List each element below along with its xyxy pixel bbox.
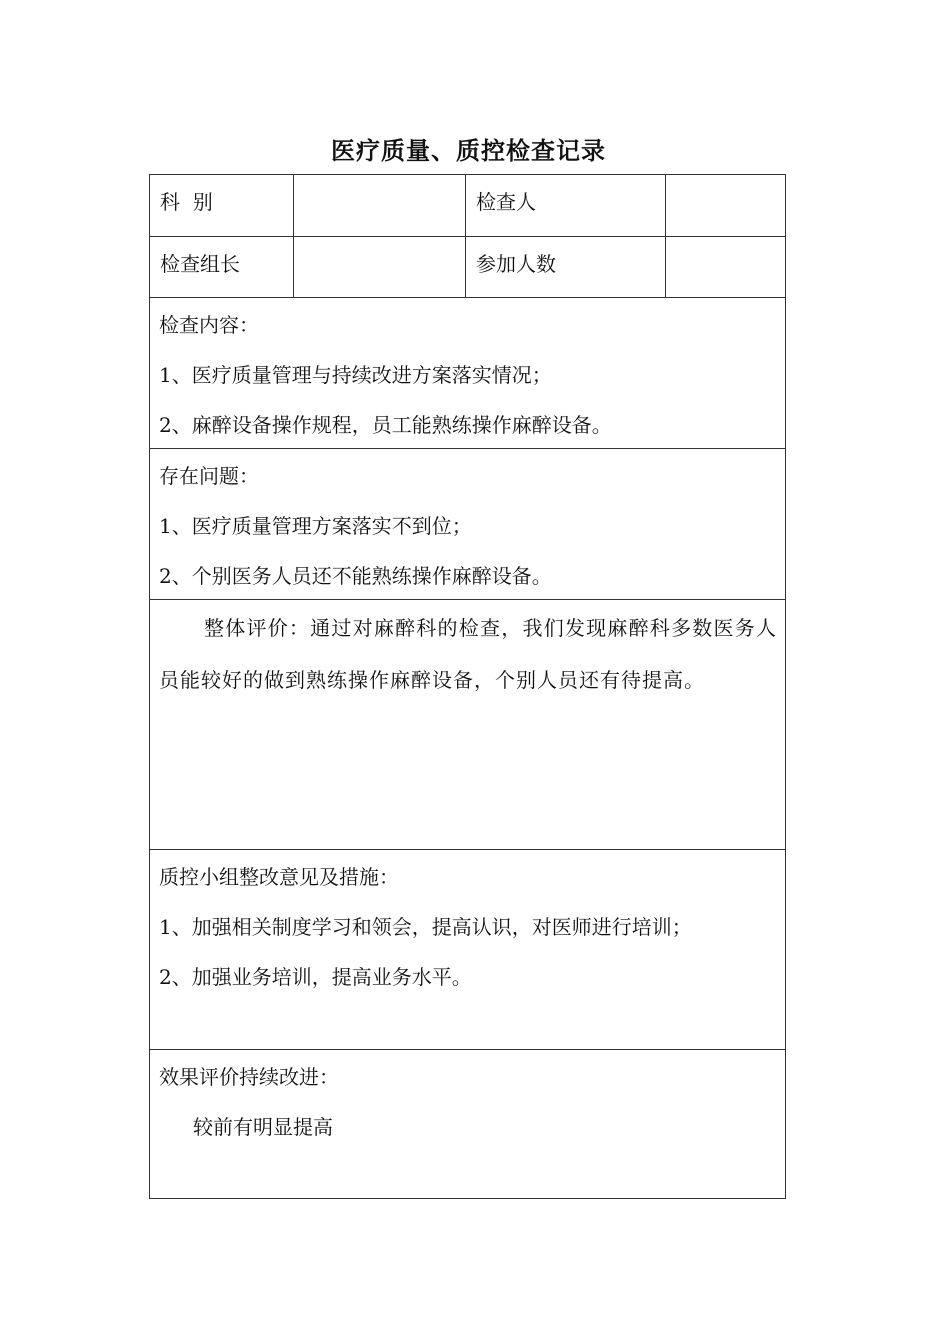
measures-heading: 质控小组整改意见及措施：: [159, 865, 399, 889]
problem-item: 2、个别医务人员还不能熟练操作麻醉设备。: [159, 564, 552, 588]
department-label: 科 别: [160, 190, 213, 214]
inspection-content-heading: 检查内容：: [159, 313, 259, 337]
problems-heading: 存在问题：: [159, 464, 259, 488]
overall-evaluation-section: [150, 600, 785, 850]
effect-text: 较前有明显提高: [193, 1115, 333, 1139]
header-row-leader: [150, 237, 785, 298]
participants-label: 参加人数: [465, 237, 665, 297]
inspection-content-item: 2、麻醉设备操作规程，员工能熟练操作麻醉设备。: [159, 413, 612, 437]
department-value: [293, 175, 465, 236]
effect-section: [150, 1050, 785, 1198]
leader-label: 检查组长: [160, 252, 240, 276]
inspection-record-table: [149, 174, 786, 1199]
inspector-label: 检查人: [465, 175, 665, 236]
effect-heading: 效果评价持续改进：: [159, 1065, 339, 1089]
leader-value: [293, 237, 465, 297]
document-title: 医疗质量、质控检查记录: [331, 136, 606, 165]
inspection-content-item: 1、医疗质量管理与持续改进方案落实情况；: [159, 363, 552, 387]
measure-item: 1、加强相关制度学习和领会，提高认识，对医师进行培训；: [159, 915, 692, 939]
measure-item: 2、加强业务培训，提高业务水平。: [159, 965, 472, 989]
measures-section: [150, 850, 785, 1050]
participants-value: [665, 237, 785, 297]
inspector-value: [665, 175, 785, 236]
overall-evaluation-text: 整体评价：通过对麻醉科的检查，我们发现麻醉科多数医务人员能较好的做到熟练操作麻醉设备，个别人员还有待提高。: [159, 616, 777, 692]
inspection-content-section: [150, 298, 785, 449]
header-row-department: [150, 175, 785, 237]
problems-section: [150, 449, 785, 600]
problem-item: 1、医疗质量管理方案落实不到位；: [159, 514, 472, 538]
